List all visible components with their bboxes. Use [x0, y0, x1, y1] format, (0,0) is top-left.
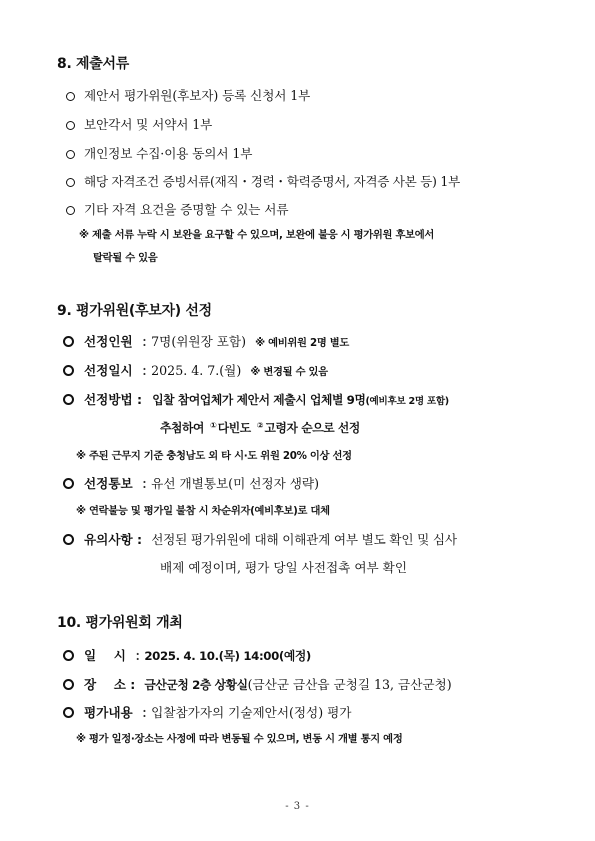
- caution-row: [63, 529, 457, 548]
- selection-date-label: 선정일시: [84, 363, 133, 378]
- selection-count-value: 7명(위원장 포함): [151, 334, 246, 349]
- note-schedule: ※ 평가 일정·장소는 사정에 따라 변동될 수 있으며, 변동 시 개별 통지 예정: [76, 733, 403, 745]
- selection-count-row: [63, 331, 349, 350]
- circle-bullet-icon: [63, 478, 74, 489]
- circle-bullet-icon: [63, 365, 74, 376]
- list-item: [66, 143, 252, 162]
- circle-bullet-icon: [66, 92, 75, 101]
- evaluation-content-row: [63, 702, 351, 721]
- separator: :: [141, 331, 148, 350]
- note-submission: ※ 제출 서류 누락 시 보완을 요구할 수 있으며, 보완에 불응 시 평가위원 후보에서: [79, 229, 435, 241]
- selection-method-row-cont: [160, 417, 360, 436]
- meeting-place-value: 금산군청 2층 상황실: [144, 678, 248, 692]
- circle-bullet-icon: [66, 206, 75, 215]
- circle-bullet-icon: [66, 121, 75, 130]
- circle-bullet-icon: [63, 394, 74, 405]
- circle-bullet-icon: [63, 707, 74, 718]
- selection-date-value: 2025. 4. 7.(월): [151, 363, 242, 378]
- selection-method-text-cont: 추첨하여: [160, 421, 204, 435]
- selection-method-text: 입찰 참여업체가 제안서 제출시 업체별 9명: [152, 393, 366, 407]
- selection-count-note: ※ 예비위원 2명 별도: [255, 337, 350, 349]
- meeting-place-address: (금산군 금산읍 군청길 13, 금산군청): [247, 677, 452, 692]
- selection-notify-label: 선정통보: [84, 476, 133, 491]
- list-item: [66, 199, 288, 218]
- caution-label: 유의사항 :: [84, 532, 143, 547]
- circle-bullet-icon: [66, 150, 75, 159]
- criterion-age: 고령자 순으로 선정: [264, 421, 360, 435]
- note-submission-cont: 탈락될 수 있음: [93, 252, 158, 264]
- caution-text-cont: 배제 예정이며, 평가 당일 사전접촉 여부 확인: [160, 560, 408, 575]
- circled-two-icon: ②: [256, 421, 264, 430]
- separator: :: [141, 360, 148, 379]
- meeting-place-row: [63, 674, 452, 693]
- selection-method-row: [63, 389, 449, 408]
- separator: :: [141, 702, 148, 721]
- selection-method-label: 선정방법 :: [84, 392, 143, 407]
- circle-bullet-icon: [63, 336, 74, 347]
- note-region: ※ 주된 근무지 기준 충청남도 외 타 시·도 위원 20% 이상 선정: [76, 450, 352, 462]
- circle-bullet-icon: [63, 650, 74, 661]
- criterion-frequency: 다빈도: [217, 421, 251, 435]
- circle-bullet-icon: [63, 534, 74, 545]
- selection-notify-value: 유선 개별통보(미 선정자 생략): [151, 476, 319, 491]
- meeting-place-label: 장 소 :: [84, 677, 136, 692]
- list-item-text: 보안각서 및 서약서 1부: [84, 117, 213, 132]
- meeting-time-label: 일 시: [84, 648, 126, 663]
- list-item: [66, 85, 310, 104]
- list-item-text: 개인정보 수집·이용 동의서 1부: [84, 146, 253, 161]
- list-item-text: 기타 자격 요건을 증명할 수 있는 서류: [84, 202, 289, 217]
- meeting-time-row: [63, 645, 311, 664]
- selection-count-label: 선정인원: [84, 334, 133, 349]
- caution-text: 선정된 평가위원에 대해 이해관계 여부 별도 확인 및 심사: [151, 532, 457, 547]
- page-number: - 3 -: [285, 801, 310, 812]
- list-item: [66, 114, 212, 133]
- evaluation-content-value: 입찰참가자의 기술제안서(정성) 평가: [151, 705, 352, 720]
- selection-date-note: ※ 변경될 수 있음: [250, 366, 328, 378]
- evaluation-content-label: 평가내용: [84, 705, 133, 720]
- section-10-title: 10. 평가위원회 개최: [57, 615, 183, 631]
- selection-method-note-small: (예비후보 2명 포함): [365, 396, 449, 407]
- section-8-title: 8. 제출서류: [57, 56, 129, 72]
- selection-date-row: [63, 360, 328, 379]
- selection-notify-row: [63, 473, 319, 492]
- list-item-text: 제안서 평가위원(후보자) 등록 신청서 1부: [84, 88, 311, 103]
- circled-one-icon: ①: [209, 421, 217, 430]
- list-item: [66, 171, 460, 190]
- separator: :: [141, 473, 148, 492]
- section-9-title: 9. 평가위원(후보자) 선정: [57, 303, 212, 319]
- note-notify: ※ 연락불능 및 평가일 불참 시 차순위자(예비후보)로 대체: [76, 505, 330, 517]
- circle-bullet-icon: [66, 178, 75, 187]
- separator: :: [134, 645, 141, 664]
- circle-bullet-icon: [63, 679, 74, 690]
- meeting-time-value: 2025. 4. 10.(목) 14:00(예정): [144, 649, 311, 663]
- list-item-text: 해당 자격조건 증빙서류(재직・경력・학력증명서, 자격증 사본 등) 1부: [84, 174, 460, 189]
